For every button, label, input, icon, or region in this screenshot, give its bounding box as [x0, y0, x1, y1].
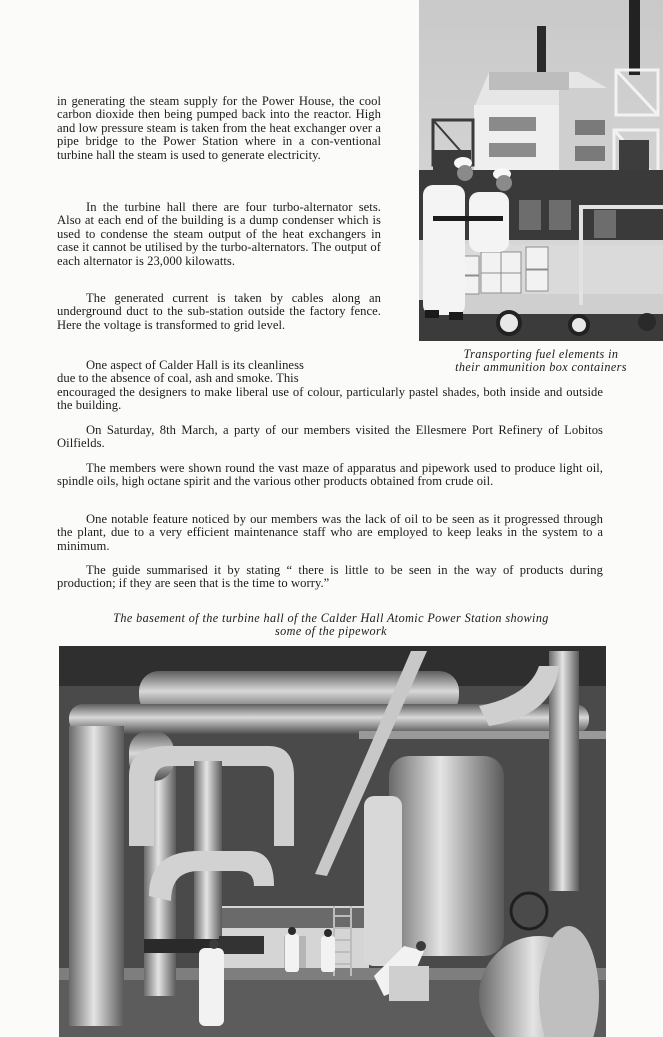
paragraph-saturday-visit: [57, 424, 603, 451]
paragraph-turbine-hall: [57, 201, 381, 268]
caption-fuel-transport: [420, 348, 662, 374]
paragraph-generated-current: [57, 292, 381, 332]
paragraph-cleanliness-end: [57, 386, 603, 413]
caption-line: their ammunition box containers: [455, 360, 627, 374]
photo-fuel-transport: [419, 0, 663, 341]
photo-turbine-basement: [59, 646, 606, 1037]
paragraph-text: The guide summarised it by stating “ there is little to be seen in the way of products during production; if they are seen that is the time to worry.”: [57, 563, 603, 591]
paragraph-guide-quote: [57, 564, 603, 591]
photo-turbine-basement-image: [59, 646, 606, 1037]
paragraph-cleanliness-start: [57, 359, 381, 386]
caption-turbine-basement: [57, 612, 605, 638]
paragraph-steam-supply: [57, 95, 381, 162]
paragraph-text: in generating the steam supply for the Power House, the cool carbon dioxide then being pumped back into the reactor. High and low pressure steam is taken from the heat exchanger over a pipe bridge to the Power Station where in a con-ventional turbine hall the steam is used to generate electricity.: [57, 94, 381, 162]
caption-line: Transporting fuel elements in: [463, 347, 619, 361]
caption-line: some of the pipework: [275, 624, 387, 638]
paragraph-text: The members were shown round the vast maze of apparatus and pipework used to produce light oil, spindle oils, high octane spirit and the various other products obtained from crude oil.: [57, 461, 603, 489]
caption-line: The basement of the turbine hall of the Calder Hall Atomic Power Station showing: [113, 611, 549, 625]
paragraph-line: due to the absence of coal, ash and smoke. This: [57, 371, 299, 386]
paragraph-text: One notable feature noticed by our members was the lack of oil to be seen as it progressed through the plant, due to a very efficient maintenance staff who are employed to keep leaks in the system to a minimum.: [57, 512, 603, 553]
paragraph-text: In the turbine hall there are four turbo-alternator sets. Also at each end of the building is a dump condenser which is used to condense the steam output of the heat exchangers in case it cannot be utilised by the turbo-alternators. The output of each alternator is 23,000 kilowatts.: [57, 200, 381, 268]
paragraph-text: On Saturday, 8th March, a party of our members visited the Ellesmere Port Refinery of Lobitos Oilfields.: [57, 423, 603, 451]
paragraph-members-shown: [57, 462, 603, 489]
photo-fuel-transport-image: [419, 0, 663, 341]
paragraph-line: One aspect of Calder Hall is its cleanliness: [86, 358, 304, 372]
paragraph-text: The generated current is taken by cables along an underground duct to the sub-station outside the factory fence. Here the voltage is transformed to grid level.: [57, 291, 381, 332]
paragraph-text: encouraged the designers to make liberal use of colour, particularly pastel shades, both inside and outside the building.: [57, 385, 603, 413]
paragraph-notable-feature: [57, 513, 603, 553]
